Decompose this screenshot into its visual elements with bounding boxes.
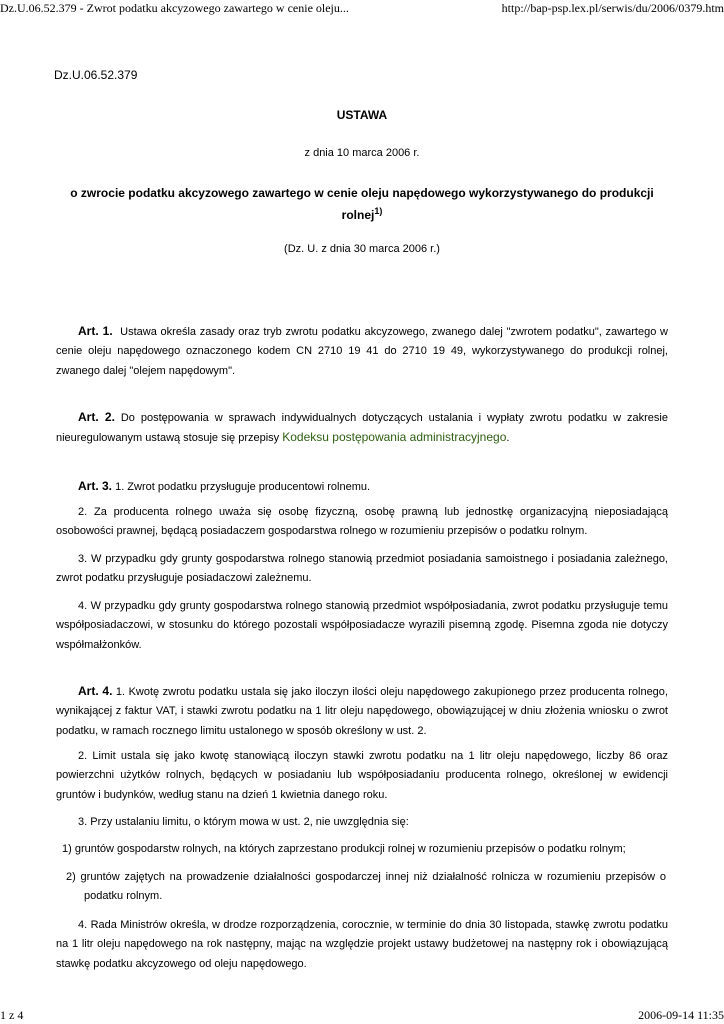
document-date: z dnia 10 marca 2006 r. [304,147,420,159]
article-4-list-item-1: 1) gruntów gospodarstw rolnych, na których zaprzestano produkcji rolnej w rozumieniu przepisów o podatku rolnym; [62,843,626,855]
article-2-text: Do postępowania w sprawach indywidualnych dotyczących ustalania i wypłaty zwrotu podatku w zakresie nieuregulowanym ustawą stosuje się przepisy [56,412,668,445]
article-4-p4: 4. Rada Ministrów określa, w drodze rozporządzenia, corocznie, w terminie do dnia 30 listopada, stawkę zwrotu podatku na 1 litr oleju napędowego na rok następny, mając na względzie projekt ustawy budżetowej na następny rok i obowiązującą stawkę podatku akcyzowego od oleju napędowego. [56,919,668,970]
article-2-label: Art. 2. [78,410,115,424]
article-1-label: Art. 1. [78,324,113,338]
print-header-title: Dz.U.06.52.379 - Zwrot podatku akcyzowego zawartego w cenie oleju... [0,1,349,15]
article-1-text: Ustawa określa zasady oraz tryb zwrotu podatku akcyzowego, zwanego dalej "zwrotem podatku", zawartego w cenie oleju napędowego oznaczonego kodem CN 2710 19 41 do 2710 19 49, wykorzystywanego do produkcji rolnej, zwanego dalej "olejem napędowym". [56,326,668,377]
document-subject-text: o zwrocie podatku akcyzowego zawartego w cenie oleju napędowego wykorzystywanego do produkcji rolnej [70,186,654,222]
article-4-p1 [56,682,668,741]
print-header-url: http://bap-psp.lex.pl/serwis/du/2006/0379.htm [501,1,724,15]
article-3-p1-text: 1. Zwrot podatku przysługuje producentowi rolnemu. [115,481,371,493]
article-2-end: . [506,432,510,445]
print-footer-datetime: 2006-09-14 11:35 [638,1008,724,1022]
article-2 [56,408,668,449]
journal-reference: (Dz. U. z dnia 30 marca 2006 r.) [284,243,440,255]
article-4-p1-text: 1. Kwotę zwrotu podatku ustala się jako iloczyn ilości oleju napędowego zakupionego przez producenta rolnego, wynikającej z faktur VAT, i stawki zwrotu podatku na 1 litr oleju napędowego, obowiązującej w dniu złożenia wniosku o zwrot podatku, w ramach rocznego limitu ustalonego w sposób określony w ust. 2. [56,686,668,737]
article-3-p4: 4. W przypadku gdy grunty gospodarstwa rolnego stanowią przedmiot współposiadania, zwrot podatku przysługuje temu współposiadaczowi, w stosunku do którego pozostali współposiadacze wyrazili pisemną zgodę. Pisemna zgoda nie dotyczy współmałżonków. [56,600,668,651]
article-4-p3: 3. Przy ustalaniu limitu, o którym mowa w ust. 2, nie uwzględnia się: [78,816,409,828]
article-3-p1 [56,477,668,497]
document-subject [54,182,670,226]
article-1 [56,322,668,381]
print-footer-page: 1 z 4 [0,1008,24,1022]
article-4-label: Art. 4. [78,684,113,698]
footnote-link[interactable]: 1) [374,206,383,216]
article-4-list-item-2: 2) gruntów zajętych na prowadzenie działalności gospodarczej innej niż działalność rolnicza w rozumieniu przepisów o podatku rolnym. [66,871,666,903]
kpa-link[interactable]: Kodeksu postępowania administracyjnego [282,430,507,445]
article-3-p2: 2. Za producenta rolnego uważa się osobę fizyczną, osobę prawną lub jednostkę organizacyjną nieposiadającą osobowości prawnej, będącą posiadaczem gospodarstwa rolnego w rozumieniu przepisów o podatku rolnym. [56,506,668,538]
document-title: USTAWA [336,108,388,122]
document-id: Dz.U.06.52.379 [54,68,138,82]
article-3-p3: 3. W przypadku gdy grunty gospodarstwa rolnego stanowią przedmiot posiadania samoistnego i posiadania zależnego, zwrot podatku przysługuje posiadaczowi zależnemu. [56,553,668,585]
article-4-p2: 2. Limit ustala się jako kwotę stanowiącą iloczyn stawki zwrotu podatku na 1 litr oleju napędowego, liczby 86 oraz powierzchni użytków rolnych, będących w posiadaniu lub współposiadaniu producenta rolnego, określonej w ewidencji gruntów i budynków, według stanu na dzień 1 kwietnia danego roku. [56,750,668,801]
article-3-label: Art. 3. [78,479,113,493]
